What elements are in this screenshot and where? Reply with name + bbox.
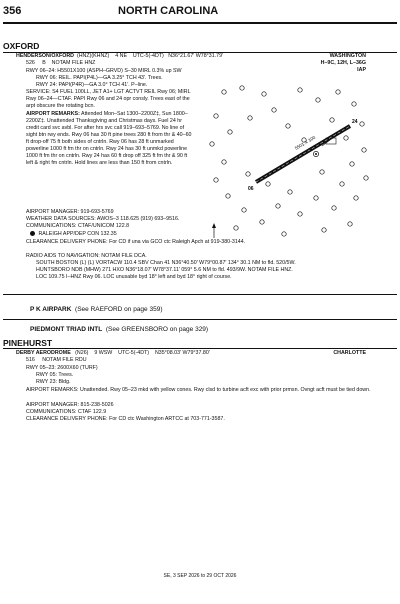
- airport-header-hnz: [16, 53, 223, 60]
- section-rule: [3, 294, 397, 295]
- app-dep-con: [30, 231, 117, 238]
- airport-diagram: [204, 80, 376, 244]
- beacon-icon: [313, 151, 318, 156]
- state-title: NORTH CAROLINA: [118, 5, 219, 17]
- airport-header-n26: [16, 350, 210, 357]
- airport-elev-line: [26, 357, 87, 364]
- remarks-text: Attended Mon–Sat 1300–2200Z‡, Sun 1800–2200Z‡. Unattended Thanksgiving and Christmas days. Fuel 24 hr credit card svc avbl. For after hrs svc call 919–693–5769. No line of sight btn rwy ends. Rwy 06 has 30 ft pine trees 280 ft from thr & 40–60 ft drop-off 75 ft both sides of cntrln. Rwy 06 has 28 ft unmarked powerline 1000 ft fm thr on cntrln. Rwy 24 has 30 ft unmkd powerline 1000 ft fm thr on cntrln. Rwy 24 has 60 ft drop off 325 ft fm thr & 90 ft left & right fm cntrln. Hold lines are less than 150 ft from cntrln.: [26, 111, 192, 166]
- service-text: SERVICE: S4 FUEL 100LL, JET A1+ LGT ACTVT REIL Rwy 06; MIRL Rwy 06–24—CTAF. PAPI Rwy 06 and 24 opr consly. Trees east of the arpt obscure the rotating bcn.: [26, 89, 191, 109]
- airport-remarks: [26, 111, 192, 167]
- airport-elev: 526: [26, 60, 35, 66]
- piedmont-ref: (See GREENSBORO on page 329): [105, 326, 209, 333]
- notam-file: NOTAM FILE HNZ: [51, 60, 96, 66]
- airport-name: HENDERSON/OXFORD: [16, 53, 74, 59]
- piedmont-name: PIEDMONT TRIAD INTL: [30, 326, 103, 333]
- airport-id: (HNZ)(KHNZ): [76, 53, 110, 59]
- airport-id: (N26): [75, 350, 89, 356]
- navaid-south-boston: SOUTH BOSTON (L) (L) VORTACW 110.4 SBV Chan 41 N36°40.50′ W79°00.87′ 134° 30.1 NM to fld. 520/5W.: [36, 260, 296, 266]
- runway-end-24: 24: [352, 119, 358, 125]
- section-rule: [3, 319, 397, 320]
- clearance-delivery: CLEARANCE DELIVERY PHONE: For CD ctc Washington ARTCC at 703-771-3587.: [26, 416, 225, 422]
- airport-elev-line: [26, 60, 95, 67]
- iap-label: IAP: [357, 67, 366, 73]
- airport-utc: UTC-5(-4DT): [118, 350, 150, 356]
- navaid-huntsboro: HUNTSBORO NDB (MHW) 271 HXO N36°18.07′ W78°37.11′ 059° 5.6 NM to fld. 493/9W. NOTAM FILE HNZ.: [36, 267, 293, 273]
- fuel-class: B: [42, 60, 46, 66]
- rwy-06: RWY 06: REIL. PAPI(P4L)—GA 3.25° TCH 43′. Trees.: [36, 75, 163, 81]
- pk-airpark-name: P K AIRPARK: [30, 306, 72, 313]
- weather-sources: WEATHER DATA SOURCES: AWOS–3 118.625 (919) 693–9516.: [26, 216, 180, 222]
- airport-name: DERBY AERODROME: [16, 350, 71, 356]
- page-number: 356: [3, 5, 22, 17]
- airport-manager: AIRPORT MANAGER: 919-693-5769: [26, 209, 114, 215]
- north-arrow-icon: [212, 223, 216, 238]
- pk-airpark-ref: (See RAEFORD on page 359): [75, 306, 163, 313]
- rwy-23: RWY 23: Bldg.: [36, 379, 71, 385]
- airport-distance: 4 NE: [115, 53, 127, 59]
- clearance-delivery: CLEARANCE DELIVERY PHONE: For CD if una via GCO ctc Raleigh Apch at 919-380-3144.: [26, 239, 246, 245]
- airport-manager: AIRPORT MANAGER: 815-238-5026: [26, 402, 114, 408]
- compass-icon: [30, 231, 35, 236]
- remarks-label: AIRPORT REMARKS:: [26, 111, 80, 117]
- airport-remarks: AIRPORT REMARKS: Unattended. Rwy 05–23 mkd with yellow cones. Rwy clsd to turbine acft exc with prior prmsn. Ovngt acft must be tied down.: [26, 387, 371, 393]
- airport-coords: N36°21.67′ W78°31.79′: [168, 53, 224, 59]
- chart-list: H–9C, 12H, L–36G: [320, 60, 366, 66]
- communications: COMMUNICATIONS: CTAF/UNICOM 122.8: [26, 223, 130, 229]
- header-rule: [3, 22, 397, 24]
- app-dep-text: RALEIGH APP/DEP CON 132.35: [38, 231, 117, 237]
- sectional-name: CHARLOTTE: [333, 350, 366, 356]
- city-oxford: OXFORD: [3, 41, 40, 51]
- loc-info: LOC 109.75 I–HNZ Rwy 06. LOC unusable byd 18° left and byd 18° right of course.: [36, 274, 232, 280]
- rwy-06-24: RWY 06–24: H5501X100 (ASPH–GRVD) S–30 MIRL 0.3% up SW: [26, 68, 182, 74]
- notam-file: NOTAM FILE RDU: [42, 357, 87, 363]
- communications: COMMUNICATIONS: CTAF 122.9: [26, 409, 107, 415]
- radio-aids: RADIO AIDS TO NAVIGATION: NOTAM FILE DCA.: [26, 253, 147, 259]
- airport-distance: 9 WSW: [94, 350, 113, 356]
- city-pinehurst: PINEHURST: [3, 338, 53, 348]
- airport-utc: UTC-5(-4DT): [132, 53, 164, 59]
- runway-end-06: 06: [248, 186, 254, 192]
- rwy-24: RWY 24: PAPI(P4R)—GA 3.0° TCH 41′. P–line.: [36, 82, 148, 88]
- airport-coords: N35°08.03′ W79°37.80′: [154, 350, 210, 356]
- section-rule: [3, 348, 397, 349]
- sectional-name: WASHINGTON: [329, 53, 366, 59]
- pk-airpark-entry: [30, 306, 162, 313]
- rwy-05-23: RWY 05–23: 2600X60 (TURF): [26, 365, 98, 371]
- effective-dates: SE, 3 SEP 2026 to 29 OCT 2026: [163, 573, 237, 579]
- rwy-05: RWY 05: Trees.: [36, 372, 74, 378]
- runway-dimension-label: 5501 X 100: [293, 134, 317, 151]
- piedmont-entry: [30, 326, 208, 333]
- airport-elev: 516: [26, 357, 35, 363]
